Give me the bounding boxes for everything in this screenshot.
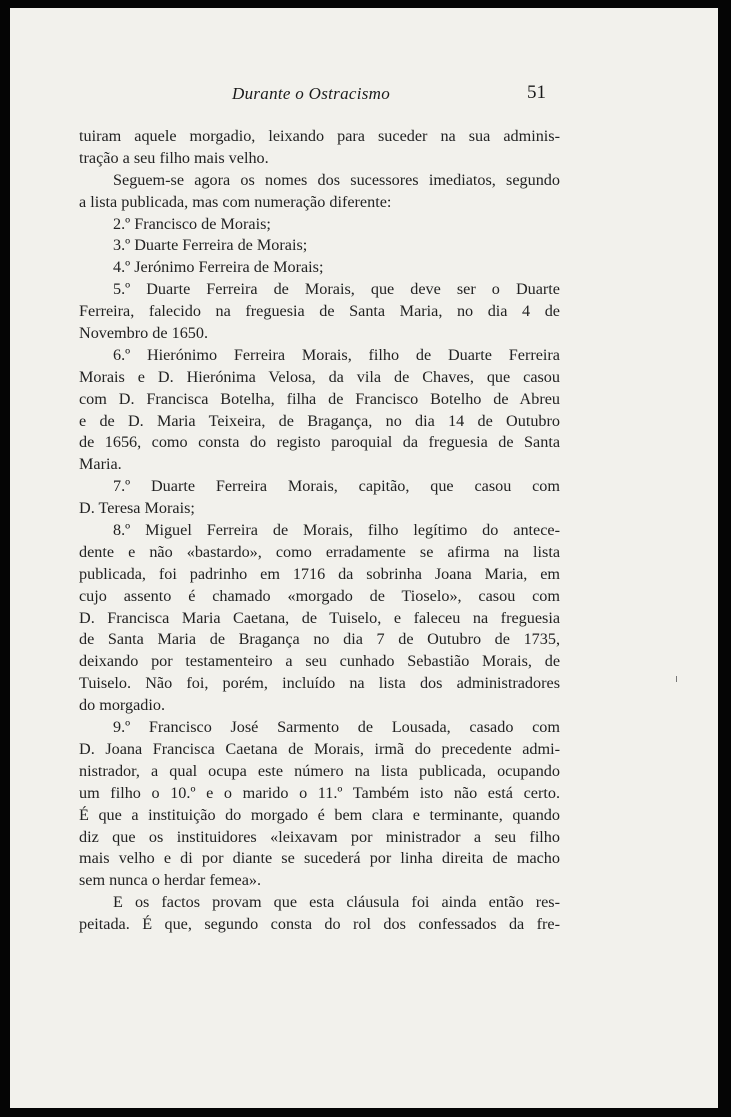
text-line: cujo assento é chamado «morgado de Tioselo», casou com — [79, 586, 560, 605]
text-line: de Santa Maria de Bragança no dia 7 de Outubro de 1735, — [79, 630, 560, 649]
body-text — [79, 126, 560, 936]
text-line: tuiram aquele morgadio, leixando para suceder na sua adminis- — [79, 127, 560, 145]
list-item: 5.º Duarte Ferreira de Morais, que deve ser o Duarte — [113, 280, 560, 299]
text-line: Maria. — [79, 455, 122, 474]
page-header — [10, 80, 718, 110]
text-line: nistrador, a qual ocupa este número na lista publicada, ocupando — [79, 761, 560, 780]
book-page — [10, 8, 718, 1108]
text-line: Ferreira, falecido na freguesia de Santa Maria, no dia 4 de — [79, 302, 560, 321]
text-line: sem nunca o herdar femea». — [79, 871, 262, 890]
list-item: 4.º Jerónimo Ferreira de Morais; — [113, 258, 324, 277]
text-line: dente e não «bastardo», como erradamente se afirma na lista — [79, 542, 560, 561]
text-line: Morais e D. Hierónima Velosa, da vila de Chaves, que casou — [79, 367, 560, 386]
list-item: 7.º Duarte Ferreira Morais, capitão, que casou com — [113, 477, 560, 496]
text-line: E os factos provam que esta cláusula foi ainda então res- — [113, 893, 560, 912]
text-line: diz que os instituidores «leixavam por ministrador a seu filho — [79, 827, 560, 846]
list-item: 9.º Francisco José Sarmento de Lousada, casado com — [113, 718, 560, 737]
text-line: publicada, foi padrinho em 1716 da sobrinha Joana Maria, em — [79, 564, 560, 583]
text-line: É que a instituição do morgado é bem clara e terminante, quando — [79, 805, 560, 824]
list-item: 8.º Miguel Ferreira de Morais, filho legítimo do antece- — [113, 521, 560, 540]
text-line: de 1656, como consta do registo paroquial da freguesia de Santa — [79, 433, 560, 452]
list-item: 3.º Duarte Ferreira de Morais; — [113, 236, 308, 255]
text-line: D. Teresa Morais; — [79, 499, 195, 518]
text-line: com D. Francisca Botelha, filha de Francisco Botelho de Abreu — [79, 389, 560, 408]
list-item: 6.º Hierónimo Ferreira Morais, filho de Duarte Ferreira — [113, 345, 560, 364]
text-line: deixando por testamenteiro a seu cunhado Sebastião Morais, de — [79, 652, 560, 671]
page-number: 51 — [527, 82, 546, 103]
text-line: Novembro de 1650. — [79, 324, 209, 343]
running-title: Durante o Ostracismo — [232, 84, 391, 103]
text-line: peitada. É que, segundo consta do rol dos confessados da fre- — [79, 915, 560, 934]
text-line: tração a seu filho mais velho. — [79, 148, 269, 167]
text-line: D. Francisca Maria Caetana, de Tuiselo, e faleceu na freguesia — [79, 608, 560, 627]
text-line: um filho o 10.º e o marido o 11.º Também isto não está certo. — [79, 783, 560, 802]
text-line: mais velho e di por diante se sucederá por linha direita de macho — [79, 849, 560, 868]
text-line: Tuiselo. Não foi, porém, incluído na lista dos administradores — [79, 674, 560, 693]
text-line: a lista publicada, mas com numeração diferente: — [79, 192, 392, 211]
text-line: Seguem-se agora os nomes dos sucessores imediatos, segundo — [113, 170, 560, 189]
text-line: D. Joana Francisca Caetana de Morais, irmã do precedente admi- — [79, 739, 560, 758]
text-line: e de D. Maria Teixeira, de Bragança, no dia 14 de Outubro — [79, 411, 560, 430]
margin-mark — [676, 676, 677, 682]
list-item: 2.º Francisco de Morais; — [113, 214, 271, 233]
text-line: do morgadio. — [79, 696, 166, 715]
